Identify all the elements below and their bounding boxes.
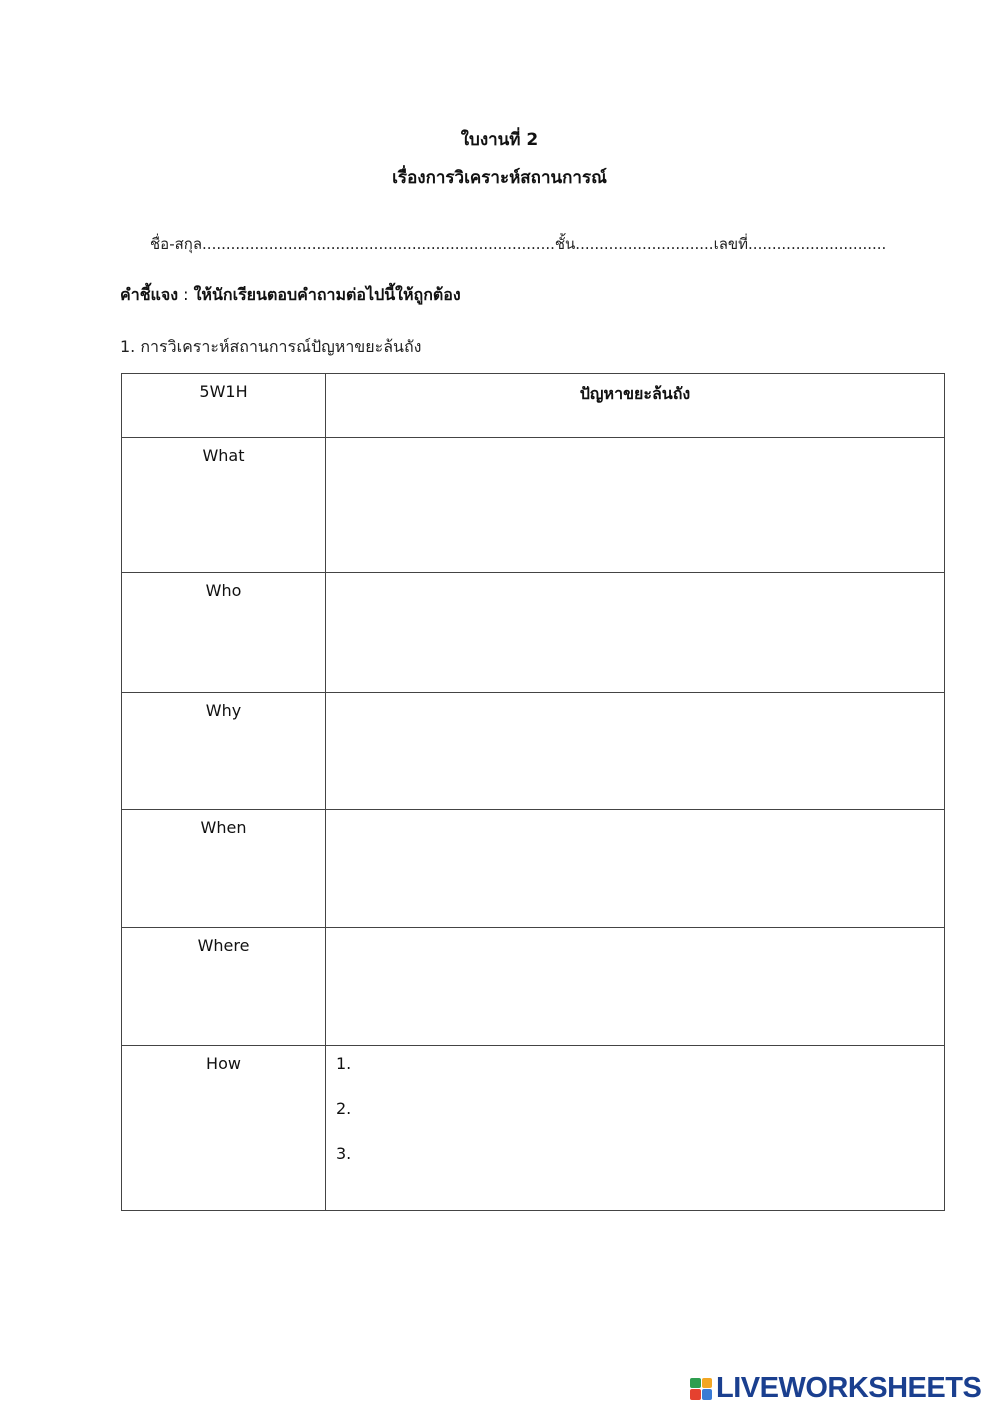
analysis-table	[121, 373, 945, 1211]
how-item-3[interactable]: 3.	[336, 1144, 352, 1163]
worksheet-title: ใบงานที่ 2	[460, 130, 539, 150]
header-topic: ปัญหาขยะล้นถัง	[326, 374, 945, 438]
worksheet-subtitle: เรื่องการวิเคราะห์สถานการณ์	[392, 168, 607, 188]
answer-cell-where[interactable]	[326, 928, 945, 1046]
answer-cell-when[interactable]	[326, 810, 945, 928]
table-row	[122, 693, 945, 810]
question-1: 1. การวิเคราะห์สถานการณ์ปัญหาขยะล้นถัง	[120, 337, 422, 356]
row-label-who: Who	[122, 573, 326, 693]
instruction-text: ให้นักเรียนตอบคำถามต่อไปนี้ให้ถูกต้อง	[193, 285, 461, 304]
row-label-how: How	[122, 1046, 326, 1211]
student-info-line: ชื่อ-สกุล..........................................................................ชั้น.............................เลขที่.............................	[150, 235, 887, 253]
instruction	[120, 283, 461, 308]
how-list	[326, 1046, 944, 1189]
table-row	[122, 438, 945, 573]
liveworksheets-watermark	[690, 1372, 981, 1405]
table-header-row	[122, 374, 945, 438]
how-item-1[interactable]: 1.	[336, 1054, 352, 1073]
instruction-label: คำชี้แจง	[120, 285, 179, 304]
table-row	[122, 573, 945, 693]
header-5w1h: 5W1H	[122, 374, 326, 438]
how-item-2[interactable]: 2.	[336, 1099, 352, 1118]
instruction-colon: :	[178, 285, 194, 304]
row-label-where: Where	[122, 928, 326, 1046]
row-label-what: What	[122, 438, 326, 573]
watermark-text: LIVEWORKSHEETS	[716, 1372, 982, 1404]
row-label-when: When	[122, 810, 326, 928]
table-row	[122, 1046, 945, 1211]
row-label-why: Why	[122, 693, 326, 810]
answer-cell-what[interactable]	[326, 438, 945, 573]
answer-cell-how[interactable]	[326, 1046, 945, 1211]
answer-cell-who[interactable]	[326, 573, 945, 693]
liveworksheets-logo-icon	[690, 1378, 712, 1400]
table-row	[122, 928, 945, 1046]
answer-cell-why[interactable]	[326, 693, 945, 810]
table-row	[122, 810, 945, 928]
